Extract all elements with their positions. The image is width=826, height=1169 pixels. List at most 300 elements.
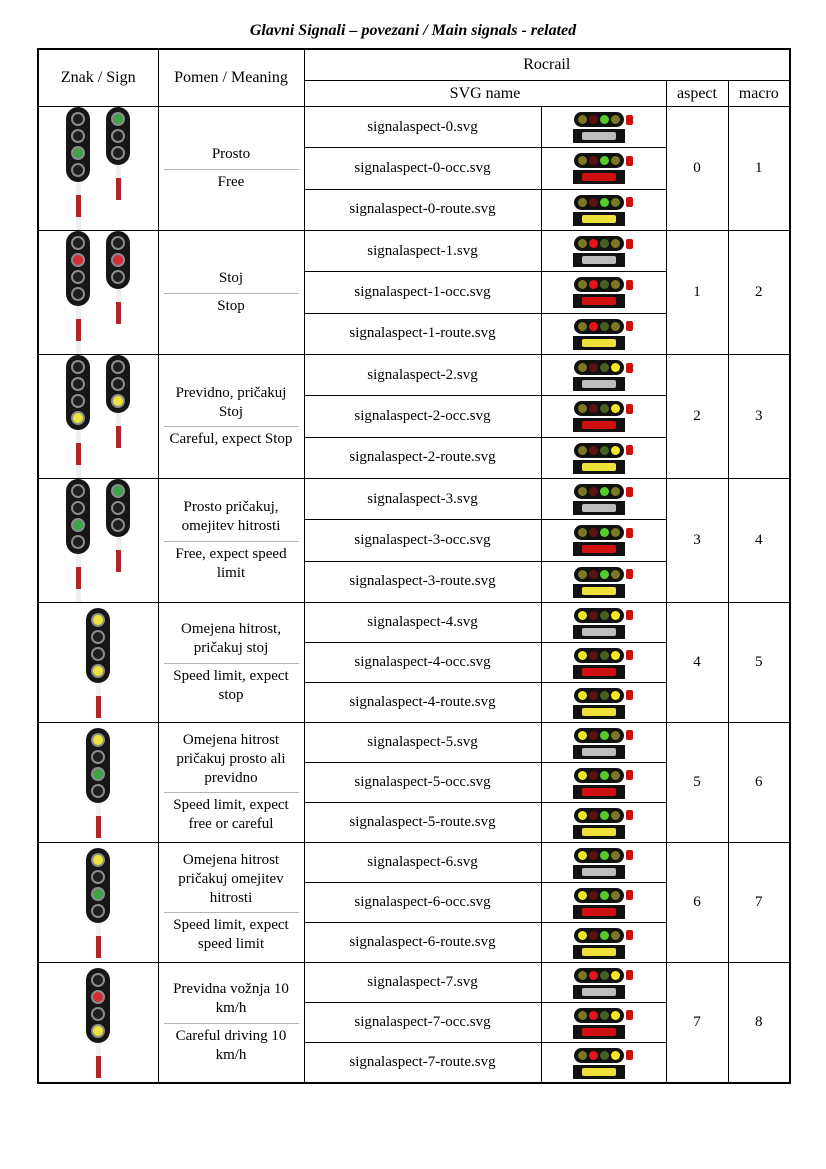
icon-lamp-dim_red: [589, 731, 598, 740]
svg-name-cell: signalaspect-2-occ.svg: [304, 396, 541, 437]
icon-lamp-lit_green: [600, 731, 609, 740]
icon-lamp-lit_green: [600, 156, 609, 165]
rocrail-icon-cell: [541, 313, 666, 354]
rocrail-signal-icon: [573, 688, 634, 719]
signal-lamp-yellow: [91, 733, 105, 747]
signal-mast: [66, 355, 90, 478]
icon-signal-head: [574, 401, 633, 416]
icon-lamp-dim_green: [600, 971, 609, 980]
icon-mast-flag: [626, 197, 633, 207]
signal-mast: [66, 107, 90, 230]
icon-lamp-dim_yellow: [611, 731, 620, 740]
icon-lamp-lit_yellow: [578, 811, 587, 820]
rocrail-icon-cell: [541, 437, 666, 478]
icon-lamp-dim_green: [600, 239, 609, 248]
rocrail-icon-cell: [541, 272, 666, 313]
icon-lamp-lit_green: [600, 931, 609, 940]
meaning-cell: [158, 603, 304, 723]
table-body: [38, 107, 790, 1084]
signal-head: [86, 608, 110, 683]
signal-lamp-yellow: [91, 1024, 105, 1038]
rocrail-icon-cell: [541, 1003, 666, 1043]
rocrail-signal-icon: [573, 360, 634, 391]
svg-name-cell: signalaspect-7-occ.svg: [304, 1003, 541, 1043]
icon-lamp-lit_red: [589, 1051, 598, 1060]
signal-lamp-green: [71, 518, 85, 532]
meaning-cell: [158, 107, 304, 231]
icon-status-bar-yellow: [573, 336, 625, 350]
icon-status-bar-yellow: [573, 584, 625, 598]
pole-segment-white: [76, 465, 81, 478]
icon-status-bar-red: [573, 542, 625, 556]
icon-lamp-lit_green: [600, 851, 609, 860]
icon-lamp-dim_red: [589, 156, 598, 165]
sign-masts: [86, 728, 110, 838]
icon-lamp-dim_yellow: [578, 239, 587, 248]
icon-lamp-dim_green: [600, 322, 609, 331]
rocrail-signal-icon: [573, 195, 634, 226]
icon-lamp-dim_yellow: [578, 363, 587, 372]
sign-cell: [38, 231, 158, 355]
icon-status-bar-silver: [573, 745, 625, 759]
signal-subrow: [38, 963, 790, 1003]
rocrail-signal-icon: [573, 236, 634, 267]
icon-mast-flag: [626, 970, 633, 980]
sign-cell: [38, 963, 158, 1084]
signal-head: [106, 107, 130, 165]
icon-lamp-dim_yellow: [611, 115, 620, 124]
svg-name-cell: signalaspect-6.svg: [304, 843, 541, 883]
pole-segment-red: [76, 443, 81, 465]
icon-status-bar-silver: [573, 501, 625, 515]
icon-lamp-dim_yellow: [578, 446, 587, 455]
icon-lamp-lit_yellow: [611, 363, 620, 372]
icon-lamp-dim_red: [589, 404, 598, 413]
icon-lamp-dim_yellow: [611, 487, 620, 496]
icon-lamp-dim_red: [589, 931, 598, 940]
signal-pole: [116, 413, 121, 448]
icon-mast-flag: [626, 1010, 633, 1020]
header-rocrail: Rocrail: [304, 49, 790, 81]
icon-lamp-dim_yellow: [611, 528, 620, 537]
rocrail-signal-icon: [573, 848, 634, 879]
icon-lamp-lit_yellow: [578, 891, 587, 900]
meaning-slovenian: Stoj: [164, 267, 299, 293]
sign-cell: [38, 843, 158, 963]
signal-pole: [96, 1043, 101, 1078]
meaning-slovenian: Prosto: [164, 143, 299, 169]
signal-lamp-green: [91, 887, 105, 901]
icon-mast-flag: [626, 770, 633, 780]
rocrail-signal-icon: [573, 567, 634, 598]
sign-cell: [38, 603, 158, 723]
icon-status-bar-red: [573, 905, 625, 919]
icon-lamp-dim_yellow: [611, 891, 620, 900]
icon-status-bar-silver: [573, 625, 625, 639]
icon-lamp-dim_red: [589, 691, 598, 700]
icon-status-bar-silver: [573, 377, 625, 391]
meaning-english: Stop: [217, 297, 245, 314]
icon-lamp-dim_yellow: [611, 570, 620, 579]
pole-segment-white: [76, 430, 81, 443]
macro-value-cell: 7: [728, 843, 790, 963]
pole-segment-white: [76, 341, 81, 354]
icon-lamp-dim_yellow: [578, 1051, 587, 1060]
signal-lamp-green: [71, 146, 85, 160]
signal-lamp-off: [91, 630, 105, 644]
rocrail-icon-cell: [541, 479, 666, 520]
icon-mast-flag: [626, 650, 633, 660]
rocrail-icon-cell: [541, 643, 666, 683]
signal-pole: [116, 165, 121, 200]
meaning-cell: [158, 723, 304, 843]
pole-segment-red: [96, 936, 101, 958]
rocrail-icon-cell: [541, 963, 666, 1003]
signal-mast: [86, 848, 110, 958]
pole-segment-red: [76, 319, 81, 341]
icon-mast-flag: [626, 487, 633, 497]
rocrail-signal-icon: [573, 808, 634, 839]
rocrail-icon-cell: [541, 148, 666, 189]
svg-name-cell: signalaspect-4-route.svg: [304, 683, 541, 723]
pole-segment-red: [116, 550, 121, 572]
signal-lamp-off: [71, 270, 85, 284]
svg-name-cell: signalaspect-0-occ.svg: [304, 148, 541, 189]
pole-segment-red: [96, 1056, 101, 1078]
macro-value-cell: 6: [728, 723, 790, 843]
meaning-slovenian: Previdno, pričakuj Stoj: [164, 382, 299, 427]
signal-lamp-off: [91, 904, 105, 918]
rocrail-icon-cell: [541, 763, 666, 803]
signal-subrow: [38, 231, 790, 272]
signal-lamp-off: [71, 377, 85, 391]
icon-mast-flag: [626, 528, 633, 538]
icon-lamp-lit_red: [589, 1011, 598, 1020]
rocrail-signal-icon: [573, 319, 634, 350]
signal-lamp-off: [71, 112, 85, 126]
signal-subrow: [38, 479, 790, 520]
icon-signal-head: [574, 443, 633, 458]
signal-subrow: [38, 723, 790, 763]
icon-signal-head: [574, 928, 633, 943]
icon-lamp-lit_yellow: [578, 851, 587, 860]
icon-lamp-dim_green: [600, 404, 609, 413]
icon-lamp-lit_red: [589, 322, 598, 331]
meaning-english: Free: [217, 173, 245, 190]
icon-mast-flag: [626, 115, 633, 125]
macro-value-cell: 8: [728, 963, 790, 1084]
icon-lamp-lit_yellow: [611, 651, 620, 660]
page-title: Glavni Signali – povezani / Main signals - related: [249, 22, 577, 39]
signal-pole: [96, 803, 101, 838]
icon-lamp-lit_green: [600, 570, 609, 579]
signal-head: [66, 231, 90, 306]
signal-pole: [76, 182, 81, 230]
icon-mast-flag: [626, 280, 633, 290]
icon-lamp-lit_green: [600, 771, 609, 780]
rocrail-signal-icon: [573, 401, 634, 432]
rocrail-signal-icon: [573, 648, 634, 679]
icon-lamp-lit_yellow: [578, 931, 587, 940]
rocrail-icon-cell: [541, 843, 666, 883]
icon-mast-flag: [626, 890, 633, 900]
signal-lamp-yellow: [91, 664, 105, 678]
icon-status-bar-yellow: [573, 705, 625, 719]
signal-lamp-green: [91, 767, 105, 781]
svg-name-cell: signalaspect-1.svg: [304, 231, 541, 272]
rocrail-icon-cell: [541, 107, 666, 148]
signal-head: [106, 231, 130, 289]
icon-mast-flag: [626, 363, 633, 373]
rocrail-icon-cell: [541, 355, 666, 396]
svg-name-cell: signalaspect-3.svg: [304, 479, 541, 520]
header-aspect: aspect: [666, 81, 728, 107]
signal-lamp-off: [91, 973, 105, 987]
svg-name-cell: signalaspect-4-occ.svg: [304, 643, 541, 683]
pole-segment-white: [116, 537, 121, 550]
rocrail-icon-cell: [541, 561, 666, 602]
icon-lamp-dim_yellow: [611, 931, 620, 940]
icon-mast-flag: [626, 569, 633, 579]
rocrail-signal-icon: [573, 968, 634, 999]
icon-lamp-lit_red: [589, 971, 598, 980]
signal-lamp-green: [111, 484, 125, 498]
icon-lamp-dim_yellow: [611, 156, 620, 165]
icon-signal-head: [574, 236, 633, 251]
signal-lamp-off: [111, 236, 125, 250]
signal-lamp-off: [71, 360, 85, 374]
signal-pole: [76, 554, 81, 602]
icon-mast-flag: [626, 730, 633, 740]
icon-lamp-dim_red: [589, 811, 598, 820]
sign-masts: [86, 608, 110, 718]
icon-status-bar-silver: [573, 865, 625, 879]
pole-segment-white: [116, 413, 121, 426]
icon-lamp-lit_yellow: [578, 731, 587, 740]
icon-lamp-dim_yellow: [611, 239, 620, 248]
signal-mast: [106, 107, 130, 200]
signal-head: [86, 968, 110, 1043]
icon-signal-head: [574, 1008, 633, 1023]
icon-signal-head: [574, 112, 633, 127]
sign-cell: [38, 723, 158, 843]
icon-lamp-dim_green: [600, 691, 609, 700]
rocrail-signal-icon: [573, 728, 634, 759]
sign-cell: [38, 107, 158, 231]
svg-name-cell: signalaspect-3-route.svg: [304, 561, 541, 602]
icon-lamp-lit_yellow: [611, 971, 620, 980]
meaning-english: Free, expect speed limit: [175, 545, 287, 581]
meaning-english: Speed limit, expect speed limit: [173, 917, 289, 953]
signal-subrow: [38, 843, 790, 883]
icon-lamp-dim_yellow: [578, 971, 587, 980]
meaning-cell: [158, 963, 304, 1084]
icon-status-bar-yellow: [573, 1065, 625, 1079]
svg-name-cell: signalaspect-0.svg: [304, 107, 541, 148]
signal-lamp-off: [111, 129, 125, 143]
pole-segment-white: [76, 217, 81, 230]
sign-masts: [86, 968, 110, 1078]
svg-name-cell: signalaspect-4.svg: [304, 603, 541, 643]
icon-mast-flag: [626, 1050, 633, 1060]
icon-signal-head: [574, 1048, 633, 1063]
signal-lamp-yellow: [91, 613, 105, 627]
pole-segment-white: [76, 182, 81, 195]
signal-head: [106, 355, 130, 413]
icon-lamp-dim_red: [589, 363, 598, 372]
icon-lamp-dim_yellow: [578, 115, 587, 124]
icon-mast-flag: [626, 850, 633, 860]
rocrail-icon-cell: [541, 723, 666, 763]
signal-lamp-off: [91, 784, 105, 798]
icon-lamp-dim_red: [589, 570, 598, 579]
icon-mast-flag: [626, 239, 633, 249]
icon-lamp-dim_red: [589, 446, 598, 455]
signal-lamp-off: [111, 270, 125, 284]
icon-lamp-dim_green: [600, 1051, 609, 1060]
signal-lamp-red: [111, 253, 125, 267]
icon-mast-flag: [626, 445, 633, 455]
icon-lamp-lit_green: [600, 198, 609, 207]
signal-lamp-yellow: [71, 411, 85, 425]
meaning-slovenian: Omejena hitrost pričakuj prosto ali previdno: [164, 729, 299, 794]
icon-status-bar-red: [573, 665, 625, 679]
icon-lamp-lit_green: [600, 487, 609, 496]
rocrail-signal-icon: [573, 888, 634, 919]
svg-name-cell: signalaspect-5-occ.svg: [304, 763, 541, 803]
pole-segment-red: [76, 195, 81, 217]
signal-lamp-green: [111, 112, 125, 126]
pole-segment-red: [116, 426, 121, 448]
sign-masts: [86, 848, 110, 958]
icon-lamp-lit_yellow: [611, 1011, 620, 1020]
icon-lamp-lit_yellow: [578, 771, 587, 780]
pole-segment-red: [116, 302, 121, 324]
icon-lamp-lit_yellow: [611, 404, 620, 413]
pole-segment-white: [96, 1043, 101, 1056]
icon-lamp-dim_red: [589, 891, 598, 900]
icon-mast-flag: [626, 810, 633, 820]
icon-lamp-dim_yellow: [578, 528, 587, 537]
rocrail-icon-cell: [541, 683, 666, 723]
icon-lamp-lit_green: [600, 891, 609, 900]
icon-lamp-dim_green: [600, 446, 609, 455]
macro-value-cell: 3: [728, 355, 790, 479]
sign-masts: [66, 479, 130, 602]
svg-name-cell: signalaspect-1-occ.svg: [304, 272, 541, 313]
icon-lamp-dim_yellow: [578, 1011, 587, 1020]
icon-lamp-lit_yellow: [578, 611, 587, 620]
signal-pole: [76, 306, 81, 354]
rocrail-icon-cell: [541, 803, 666, 843]
icon-status-bar-red: [573, 1025, 625, 1039]
meaning-cell: [158, 479, 304, 603]
aspect-value-cell: 3: [666, 479, 728, 603]
icon-signal-head: [574, 808, 633, 823]
icon-lamp-lit_yellow: [578, 691, 587, 700]
icon-signal-head: [574, 608, 633, 623]
rocrail-signal-icon: [573, 153, 634, 184]
icon-status-bar-yellow: [573, 460, 625, 474]
signal-lamp-off: [71, 236, 85, 250]
signal-lamp-off: [71, 129, 85, 143]
signal-lamp-yellow: [91, 853, 105, 867]
icon-lamp-lit_yellow: [578, 651, 587, 660]
icon-signal-head: [574, 888, 633, 903]
signal-head: [86, 728, 110, 803]
icon-signal-head: [574, 768, 633, 783]
icon-lamp-dim_yellow: [611, 851, 620, 860]
icon-status-bar-silver: [573, 129, 625, 143]
signal-lamp-off: [111, 377, 125, 391]
svg-name-cell: signalaspect-2-route.svg: [304, 437, 541, 478]
icon-mast-flag: [626, 321, 633, 331]
rocrail-icon-cell: [541, 603, 666, 643]
svg-name-cell: signalaspect-7.svg: [304, 963, 541, 1003]
rocrail-icon-cell: [541, 396, 666, 437]
svg-name-cell: signalaspect-6-route.svg: [304, 923, 541, 963]
signal-mast: [66, 479, 90, 602]
rocrail-signal-icon: [573, 608, 634, 639]
signal-lamp-yellow: [111, 394, 125, 408]
rocrail-signal-icon: [573, 1008, 634, 1039]
icon-lamp-dim_yellow: [578, 156, 587, 165]
macro-value-cell: 4: [728, 479, 790, 603]
signal-head: [66, 355, 90, 430]
icon-lamp-dim_yellow: [611, 811, 620, 820]
signal-mast: [86, 968, 110, 1078]
signal-mast: [66, 231, 90, 354]
icon-status-bar-yellow: [573, 945, 625, 959]
svg-name-cell: signalaspect-1-route.svg: [304, 313, 541, 354]
meaning-english: Speed limit, expect free or careful: [173, 797, 289, 833]
signal-head: [106, 479, 130, 537]
aspect-value-cell: 5: [666, 723, 728, 843]
icon-lamp-dim_yellow: [578, 570, 587, 579]
icon-signal-head: [574, 525, 633, 540]
signal-mast: [106, 479, 130, 572]
signal-subrow: [38, 107, 790, 148]
pole-segment-white: [96, 803, 101, 816]
signal-lamp-off: [111, 146, 125, 160]
icon-lamp-lit_red: [589, 280, 598, 289]
icon-lamp-dim_yellow: [578, 404, 587, 413]
icon-signal-head: [574, 153, 633, 168]
header-meaning: Pomen / Meaning: [158, 49, 304, 107]
icon-lamp-dim_green: [600, 1011, 609, 1020]
signal-lamp-off: [91, 870, 105, 884]
pole-segment-white: [76, 554, 81, 567]
icon-lamp-lit_red: [589, 239, 598, 248]
icon-lamp-lit_green: [600, 528, 609, 537]
icon-signal-head: [574, 688, 633, 703]
svg-name-cell: signalaspect-6-occ.svg: [304, 883, 541, 923]
signal-mast: [106, 231, 130, 324]
meaning-slovenian: Omejena hitrost, pričakuj stoj: [164, 618, 299, 663]
rocrail-signal-icon: [573, 525, 634, 556]
icon-status-bar-red: [573, 785, 625, 799]
icon-signal-head: [574, 360, 633, 375]
meaning-slovenian: Previdna vožnja 10 km/h: [164, 978, 299, 1023]
icon-lamp-lit_yellow: [611, 446, 620, 455]
header-sign: Znak / Sign: [38, 49, 158, 107]
signal-pole: [96, 683, 101, 718]
rocrail-icon-cell: [541, 520, 666, 561]
signal-pole: [96, 923, 101, 958]
rocrail-icon-cell: [541, 923, 666, 963]
signal-lamp-off: [71, 501, 85, 515]
icon-lamp-dim_red: [589, 851, 598, 860]
